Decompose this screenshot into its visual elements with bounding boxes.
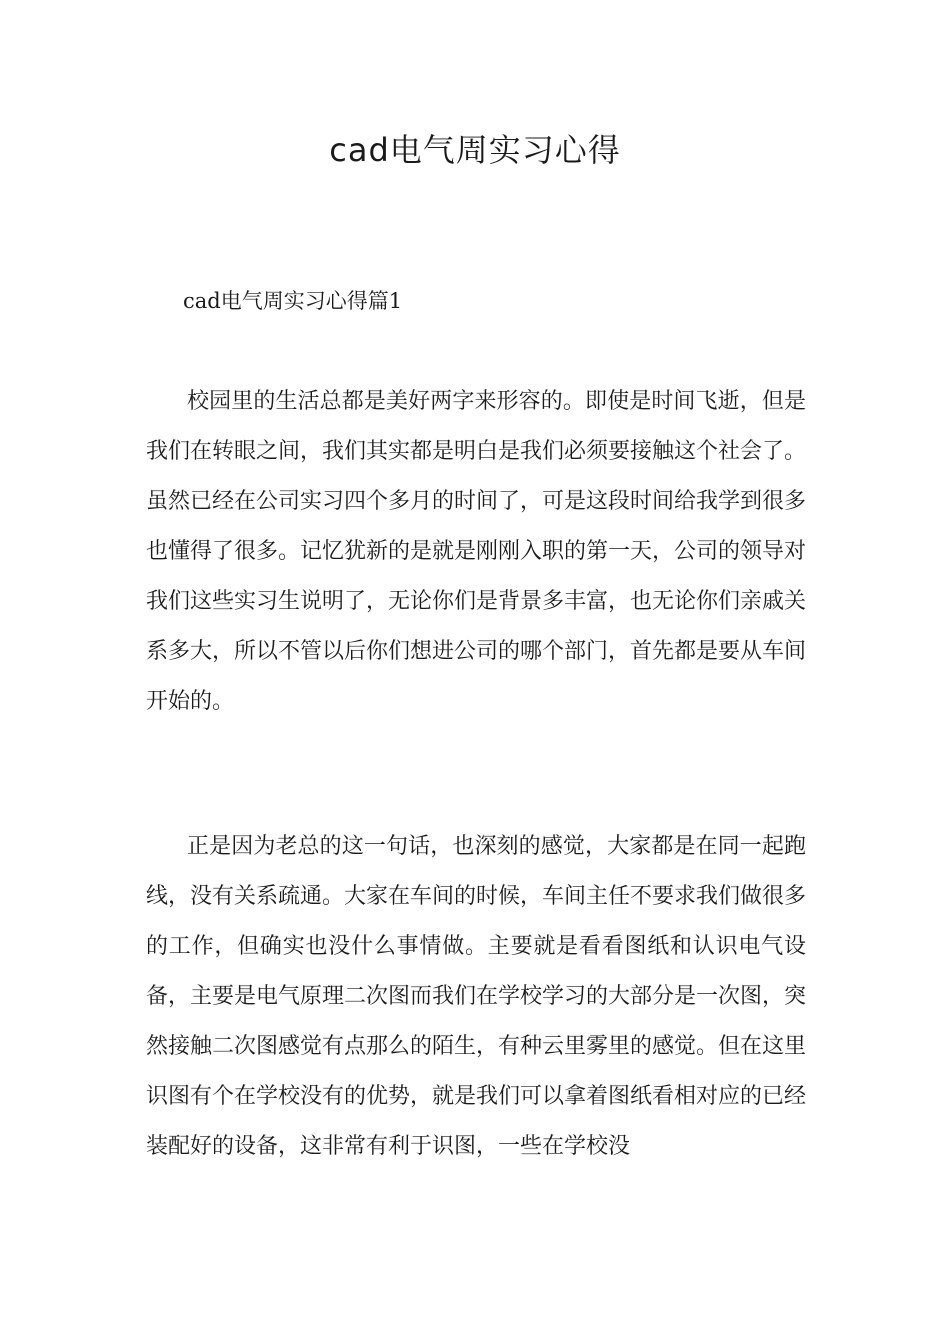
document-title: cad电气周实习心得: [329, 131, 621, 169]
section-heading: cad电气周实习心得篇1: [183, 289, 403, 313]
paragraph-2: 正是因为老总的这一句话，也深刻的感觉，大家都是在同一起跑线，没有关系疏通。大家在车间的时候，车间主任不要求我们做很多的工作，但确实也没什么事情做。主要就是看看图纸和认识电气设备，主要是电气原理二次图而我们在学校学习的大部分是一次图，突然接触二次图感觉有点那么的陌生，有种云里雾里的感觉。但在这里识图有个在学校没有的优势，就是我们可以拿着图纸看相对应的已经装配好的设备，这非常有利于识图，一些在学校没: [146, 834, 807, 1159]
paragraph-1: 校园里的生活总都是美好两字来形容的。即使是时间飞逝，但是我们在转眼之间，我们其实都是明白是我们必须要接触这个社会了。虽然已经在公司实习四个多月的时间了，可是这段时间给我学到很多也懂得了很多。记忆犹新的是就是刚刚入职的第一天，公司的领导对我们这些实习生说明了，无论你们是背景多丰富，也无论你们亲戚关系多大，所以不管以后你们想进公司的哪个部门，首先都是要从车间开始的。: [146, 389, 807, 714]
